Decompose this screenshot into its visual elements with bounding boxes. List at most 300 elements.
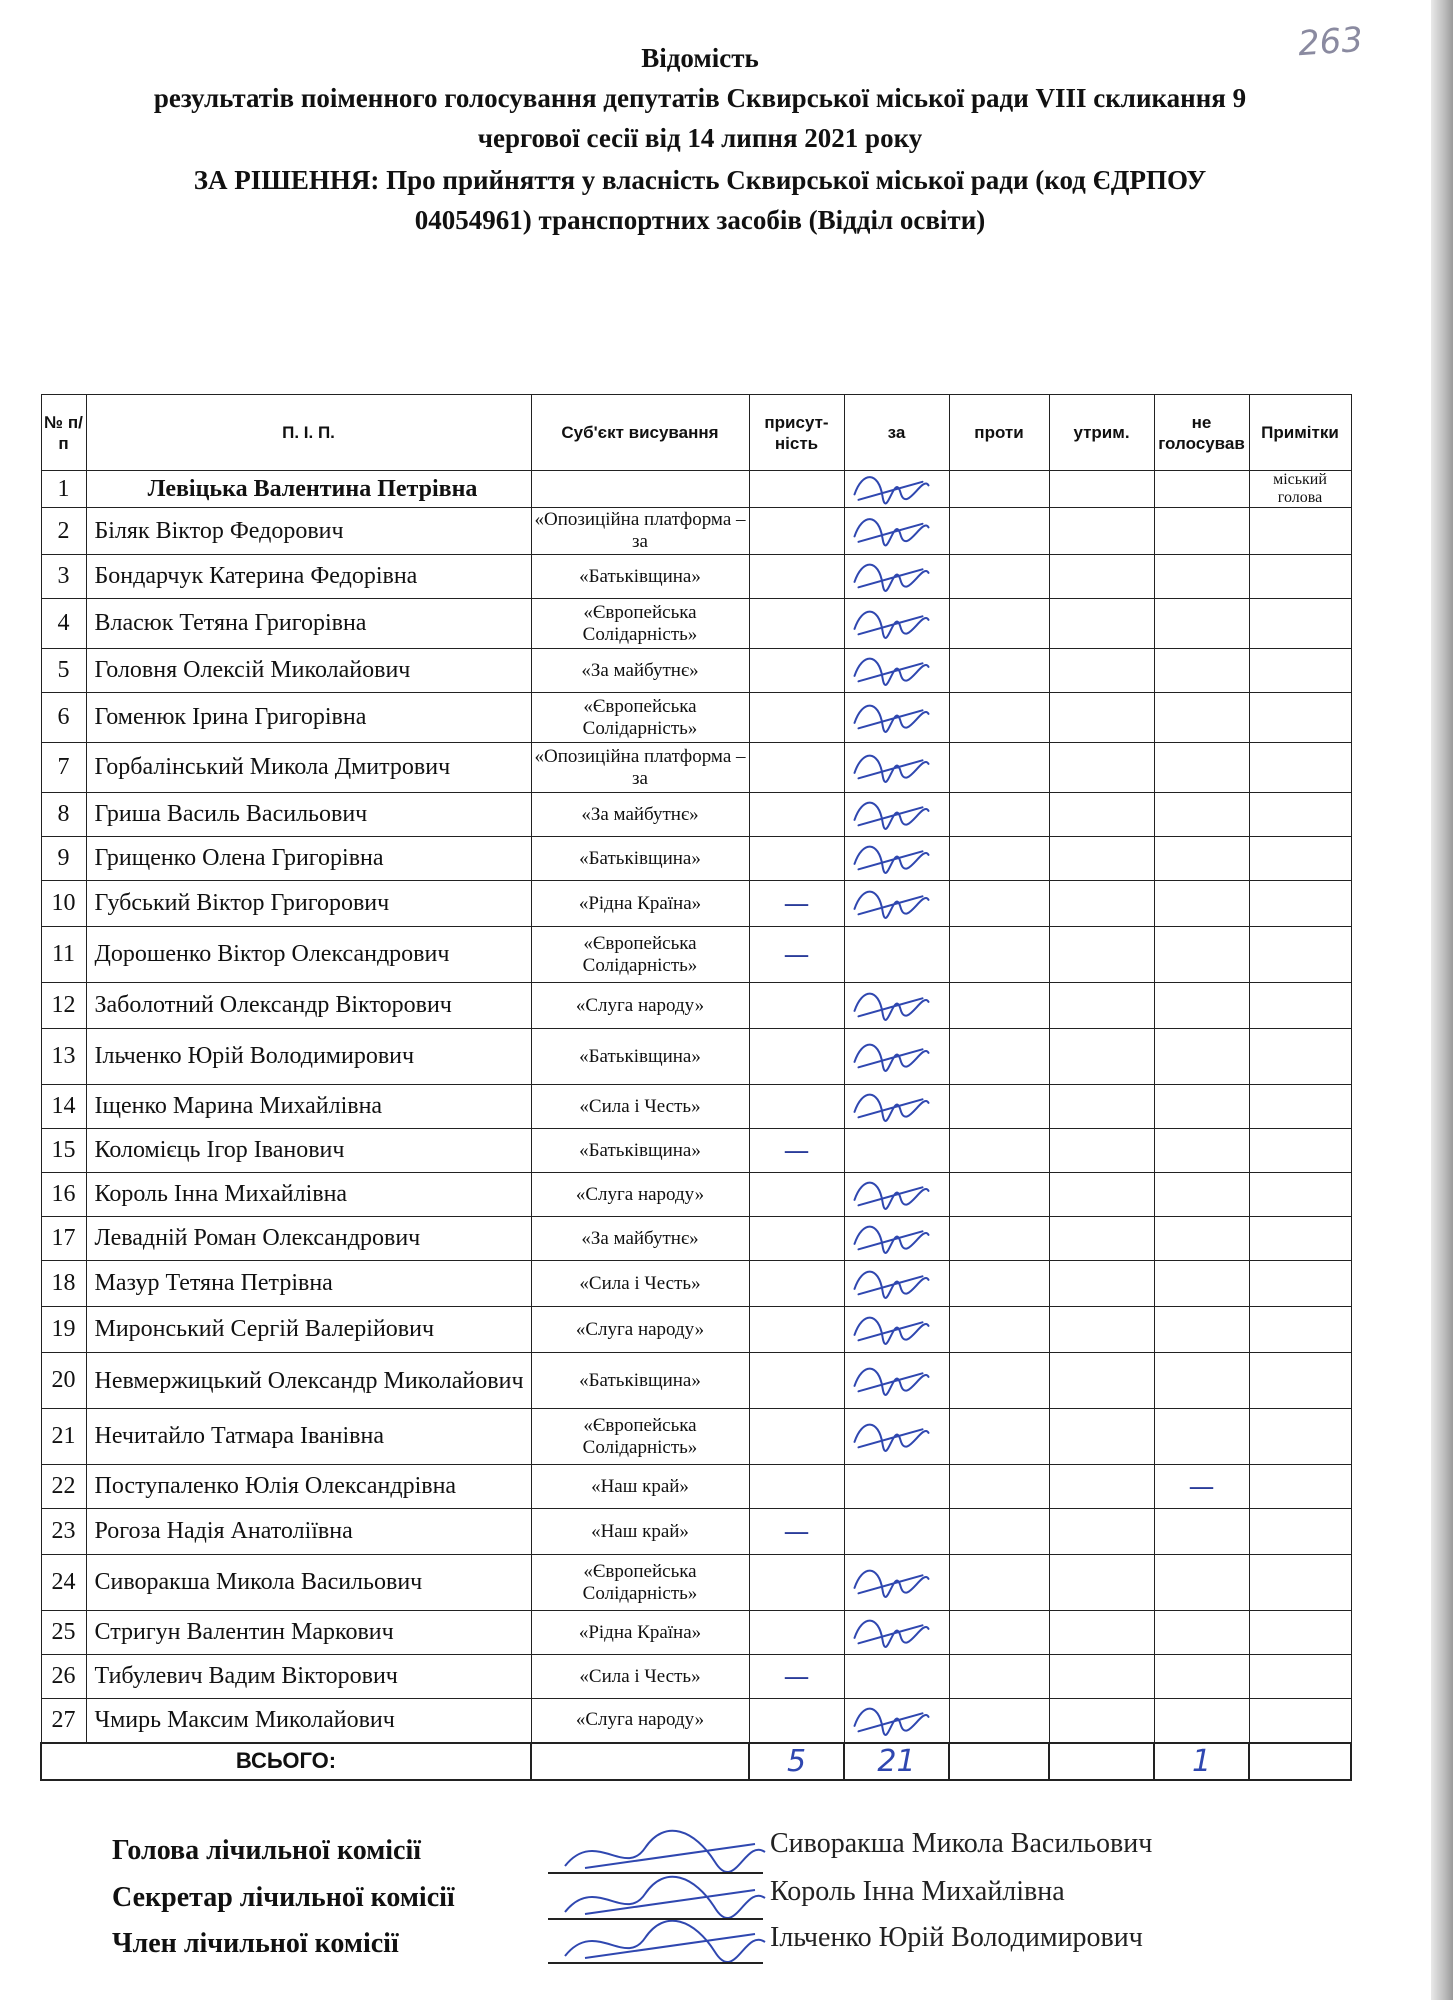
party-name: «Сила і Честь» [531, 1261, 749, 1307]
for-cell [844, 1353, 949, 1409]
present-mark [749, 1217, 844, 1261]
against-cell [949, 1217, 1049, 1261]
col-present: присут-ність [749, 395, 844, 471]
present-mark [749, 599, 844, 649]
row-number: 20 [41, 1353, 86, 1409]
abstain-cell [1049, 1353, 1154, 1409]
for-cell [844, 1655, 949, 1699]
deputy-name: Біляк Віктор Федорович [86, 508, 531, 555]
commission-signature [565, 1877, 765, 1918]
table-row [41, 881, 1351, 927]
table-row [41, 793, 1351, 837]
abstain-cell [1049, 1217, 1154, 1261]
table-row [41, 1465, 1351, 1509]
totals-note [1249, 1743, 1351, 1780]
against-cell [949, 649, 1049, 693]
row-number: 6 [41, 693, 86, 743]
note-cell [1249, 927, 1351, 983]
party-name: «Слуга народу» [531, 1307, 749, 1353]
deputy-name: Чмирь Максим Миколайович [86, 1699, 531, 1743]
for-cell [844, 1173, 949, 1217]
totals-party [531, 1743, 749, 1780]
deputy-name: Нечитайло Татмара Іванівна [86, 1409, 531, 1465]
not-voted-cell [1154, 1353, 1249, 1409]
against-cell [949, 1261, 1049, 1307]
for-cell [844, 599, 949, 649]
not-voted-cell [1154, 599, 1249, 649]
party-name: «Батьківщина» [531, 1129, 749, 1173]
deputy-name: Король Інна Михайлівна [86, 1173, 531, 1217]
note-cell [1249, 1129, 1351, 1173]
note-cell [1249, 1217, 1351, 1261]
party-name: «Слуга народу» [531, 1173, 749, 1217]
party-name: «Слуга народу» [531, 983, 749, 1029]
row-number: 7 [41, 743, 86, 793]
deputy-name: Рогоза Надія Анатоліївна [86, 1509, 531, 1555]
for-cell [844, 1465, 949, 1509]
present-mark [749, 471, 844, 508]
abstain-cell [1049, 1029, 1154, 1085]
against-cell [949, 881, 1049, 927]
header-line-2: результатів поіменного голосування депутатів Сквирської міської ради VIII скликання 9 [153, 83, 1247, 113]
against-cell [949, 471, 1049, 508]
not-voted-cell [1154, 1261, 1249, 1307]
col-for: за [844, 395, 949, 471]
note-cell [1249, 1307, 1351, 1353]
row-number: 3 [41, 555, 86, 599]
table-row [41, 1307, 1351, 1353]
note-cell [1249, 1555, 1351, 1611]
party-name: «Рідна Країна» [531, 1611, 749, 1655]
not-voted-cell [1154, 555, 1249, 599]
deputy-name: Бондарчук Катерина Федорівна [86, 555, 531, 599]
note-cell [1249, 793, 1351, 837]
against-cell [949, 1129, 1049, 1173]
for-cell [844, 1509, 949, 1555]
row-number: 8 [41, 793, 86, 837]
for-cell [844, 793, 949, 837]
table-row [41, 1029, 1351, 1085]
table-row [41, 1611, 1351, 1655]
abstain-cell [1049, 599, 1154, 649]
not-voted-cell [1154, 1509, 1249, 1555]
for-cell [844, 1085, 949, 1129]
against-cell [949, 1307, 1049, 1353]
abstain-cell [1049, 1465, 1154, 1509]
abstain-cell [1049, 471, 1154, 508]
party-name: «За майбутнє» [531, 1217, 749, 1261]
row-number: 13 [41, 1029, 86, 1085]
against-cell [949, 508, 1049, 555]
for-cell [844, 1699, 949, 1743]
deputy-name: Стригун Валентин Маркович [86, 1611, 531, 1655]
table-row [41, 1129, 1351, 1173]
not-voted-cell [1154, 471, 1249, 508]
not-voted-cell [1154, 1611, 1249, 1655]
deputy-name: Сиворакша Микола Васильович [86, 1555, 531, 1611]
present-mark [749, 983, 844, 1029]
table-row [41, 508, 1351, 555]
abstain-cell [1049, 1085, 1154, 1129]
row-number: 17 [41, 1217, 86, 1261]
note-cell [1249, 1655, 1351, 1699]
against-cell [949, 1085, 1049, 1129]
present-mark [749, 837, 844, 881]
present-mark [749, 793, 844, 837]
against-cell [949, 1465, 1049, 1509]
deputy-name: Губський Віктор Григорович [86, 881, 531, 927]
not-voted-cell: — [1154, 1465, 1249, 1509]
commission-secretary-name: Король Інна Михайлівна [770, 1876, 1065, 1907]
table-row [41, 743, 1351, 793]
header-line-3: чергової сесії від 14 липня 2021 року [477, 123, 923, 153]
table-row [41, 1409, 1351, 1465]
not-voted-cell [1154, 1029, 1249, 1085]
for-cell [844, 1217, 949, 1261]
table-row [41, 927, 1351, 983]
deputy-name: Поступаленко Юлія Олександрівна [86, 1465, 531, 1509]
note-cell [1249, 1261, 1351, 1307]
deputy-name: Власюк Тетяна Григорівна [86, 599, 531, 649]
not-voted-cell [1154, 983, 1249, 1029]
row-number: 11 [41, 927, 86, 983]
present-mark [749, 1261, 844, 1307]
note-cell [1249, 1465, 1351, 1509]
note-cell [1249, 1699, 1351, 1743]
row-number: 26 [41, 1655, 86, 1699]
against-cell [949, 793, 1049, 837]
abstain-cell [1049, 793, 1154, 837]
party-name: «Європейська Солідарність» [531, 927, 749, 983]
table-row [41, 1655, 1351, 1699]
against-cell [949, 1173, 1049, 1217]
not-voted-cell [1154, 1555, 1249, 1611]
abstain-cell [1049, 1555, 1154, 1611]
note-cell [1249, 649, 1351, 693]
present-mark: — [749, 927, 844, 983]
signature-line-head [548, 1872, 763, 1874]
page-number: 263 [1296, 19, 1365, 65]
present-mark: — [749, 881, 844, 927]
row-number: 24 [41, 1555, 86, 1611]
present-mark [749, 1029, 844, 1085]
against-cell [949, 927, 1049, 983]
note-cell [1249, 599, 1351, 649]
present-mark [749, 1173, 844, 1217]
totals-for: 21 [844, 1743, 949, 1780]
present-mark [749, 508, 844, 555]
present-mark [749, 743, 844, 793]
note-cell [1249, 508, 1351, 555]
note-cell [1249, 983, 1351, 1029]
for-cell [844, 1307, 949, 1353]
party-name: «Опозиційна платформа – за [531, 743, 749, 793]
col-abstain: утрим. [1049, 395, 1154, 471]
col-not-voted: не голосував [1154, 395, 1249, 471]
deputy-name: Гриша Василь Васильович [86, 793, 531, 837]
not-voted-cell [1154, 1217, 1249, 1261]
table-row [41, 1217, 1351, 1261]
against-cell [949, 983, 1049, 1029]
totals-against [949, 1743, 1049, 1780]
party-name: «Європейська Солідарність» [531, 1409, 749, 1465]
note-cell [1249, 1353, 1351, 1409]
party-name: «Наш край» [531, 1509, 749, 1555]
not-voted-cell [1154, 743, 1249, 793]
note-cell [1249, 1173, 1351, 1217]
decision-line-1: ЗА РІШЕННЯ: Про прийняття у власність Сквирської міської ради (код ЄДРПОУ [193, 165, 1207, 195]
table-row [41, 1085, 1351, 1129]
party-name: «Слуга народу» [531, 1699, 749, 1743]
against-cell [949, 693, 1049, 743]
party-name: «Наш край» [531, 1465, 749, 1509]
party-name: «Рідна Країна» [531, 881, 749, 927]
present-mark [749, 649, 844, 693]
note-cell [1249, 1085, 1351, 1129]
deputy-name: Ільченко Юрій Володимирович [86, 1029, 531, 1085]
row-number: 9 [41, 837, 86, 881]
abstain-cell [1049, 881, 1154, 927]
against-cell [949, 1409, 1049, 1465]
against-cell [949, 1555, 1049, 1611]
present-mark: — [749, 1129, 844, 1173]
totals-not-voted: 1 [1154, 1743, 1249, 1780]
party-name: «Батьківщина» [531, 555, 749, 599]
for-cell [844, 983, 949, 1029]
present-mark: — [749, 1509, 844, 1555]
totals-abstain [1049, 1743, 1154, 1780]
abstain-cell [1049, 927, 1154, 983]
for-cell [844, 927, 949, 983]
row-number: 19 [41, 1307, 86, 1353]
not-voted-cell [1154, 793, 1249, 837]
against-cell [949, 599, 1049, 649]
not-voted-cell [1154, 881, 1249, 927]
party-name [531, 471, 749, 508]
deputy-name: Миронський Сергій Валерійович [86, 1307, 531, 1353]
table-row [41, 471, 1351, 508]
party-name: «Батьківщина» [531, 1029, 749, 1085]
for-cell [844, 1029, 949, 1085]
row-number: 21 [41, 1409, 86, 1465]
table-row [41, 649, 1351, 693]
table-row [41, 555, 1351, 599]
row-number: 27 [41, 1699, 86, 1743]
row-number: 18 [41, 1261, 86, 1307]
row-number: 5 [41, 649, 86, 693]
scan-edge [1431, 0, 1453, 2000]
for-cell [844, 693, 949, 743]
for-cell [844, 1261, 949, 1307]
table-row [41, 1509, 1351, 1555]
deputy-name: Дорошенко Віктор Олександрович [86, 927, 531, 983]
party-name: «Європейська Солідарність» [531, 693, 749, 743]
party-name: «Європейська Солідарність» [531, 599, 749, 649]
abstain-cell [1049, 508, 1154, 555]
not-voted-cell [1154, 837, 1249, 881]
against-cell [949, 1611, 1049, 1655]
abstain-cell [1049, 1509, 1154, 1555]
not-voted-cell [1154, 1409, 1249, 1465]
for-cell [844, 1611, 949, 1655]
party-name: «Батьківщина» [531, 1353, 749, 1409]
col-name: П. І. П. [86, 395, 531, 471]
not-voted-cell [1154, 508, 1249, 555]
party-name: «Сила і Честь» [531, 1085, 749, 1129]
table-row [41, 837, 1351, 881]
table-header-row [41, 395, 1351, 471]
totals-present: 5 [749, 1743, 844, 1780]
deputy-name: Коломієць Ігор Іванович [86, 1129, 531, 1173]
abstain-cell [1049, 649, 1154, 693]
not-voted-cell [1154, 1307, 1249, 1353]
not-voted-cell [1154, 1085, 1249, 1129]
note-cell [1249, 693, 1351, 743]
commission-member-label: Член лічильної комісії [112, 1928, 399, 1959]
present-mark [749, 1699, 844, 1743]
abstain-cell [1049, 1699, 1154, 1743]
table-row [41, 1353, 1351, 1409]
deputy-name: Іщенко Марина Михайлівна [86, 1085, 531, 1129]
present-mark [749, 1085, 844, 1129]
against-cell [949, 1655, 1049, 1699]
abstain-cell [1049, 1409, 1154, 1465]
row-number: 16 [41, 1173, 86, 1217]
row-number: 10 [41, 881, 86, 927]
for-cell [844, 471, 949, 508]
deputy-name: Горбалінський Микола Дмитрович [86, 743, 531, 793]
col-num: № п/п [41, 395, 86, 471]
present-mark [749, 555, 844, 599]
decision-line-2: 04054961) транспортних засобів (Відділ освіти) [414, 205, 986, 235]
for-cell [844, 555, 949, 599]
col-note: Примітки [1249, 395, 1351, 471]
for-cell [844, 508, 949, 555]
table-row [41, 1699, 1351, 1743]
for-cell [844, 837, 949, 881]
table-row [41, 599, 1351, 649]
present-mark [749, 1555, 844, 1611]
against-cell [949, 555, 1049, 599]
deputy-name: Тибулевич Вадим Вікторович [86, 1655, 531, 1699]
row-number: 12 [41, 983, 86, 1029]
abstain-cell [1049, 1307, 1154, 1353]
row-number: 25 [41, 1611, 86, 1655]
deputy-name: Мазур Тетяна Петрівна [86, 1261, 531, 1307]
note-cell [1249, 1029, 1351, 1085]
row-number: 1 [41, 471, 86, 508]
row-number: 2 [41, 508, 86, 555]
deputy-name: Левадній Роман Олександрович [86, 1217, 531, 1261]
for-cell [844, 743, 949, 793]
against-cell [949, 1353, 1049, 1409]
note-cell [1249, 743, 1351, 793]
commission-member-name: Ільченко Юрій Володимирович [770, 1922, 1143, 1953]
deputy-name: Грищенко Олена Григорівна [86, 837, 531, 881]
vote-table [40, 394, 1352, 1781]
abstain-cell [1049, 743, 1154, 793]
note-cell [1249, 1409, 1351, 1465]
for-cell [844, 649, 949, 693]
commission-head-name: Сиворакша Микола Васильович [770, 1828, 1153, 1859]
party-name: «Батьківщина» [531, 837, 749, 881]
row-number: 15 [41, 1129, 86, 1173]
present-mark [749, 1465, 844, 1509]
present-mark [749, 1611, 844, 1655]
note-cell [1249, 1509, 1351, 1555]
row-number: 22 [41, 1465, 86, 1509]
deputy-name: Левіцька Валентина Петрівна [86, 471, 531, 508]
row-number: 23 [41, 1509, 86, 1555]
not-voted-cell [1154, 927, 1249, 983]
party-name: «За майбутнє» [531, 793, 749, 837]
against-cell [949, 837, 1049, 881]
note-cell: міський голова [1249, 471, 1351, 508]
row-number: 4 [41, 599, 86, 649]
party-name: «Сила і Честь» [531, 1655, 749, 1699]
totals-row [41, 1743, 1351, 1780]
col-against: проти [949, 395, 1049, 471]
abstain-cell [1049, 1173, 1154, 1217]
not-voted-cell [1154, 1655, 1249, 1699]
totals-label: ВСЬОГО: [41, 1743, 531, 1780]
for-cell [844, 1555, 949, 1611]
abstain-cell [1049, 837, 1154, 881]
signature-line-secretary [548, 1918, 763, 1920]
for-cell [844, 1409, 949, 1465]
not-voted-cell [1154, 1129, 1249, 1173]
signature-line-member [548, 1962, 763, 1964]
party-name: «Європейська Солідарність» [531, 1555, 749, 1611]
present-mark [749, 1307, 844, 1353]
table-row [41, 983, 1351, 1029]
against-cell [949, 1029, 1049, 1085]
present-mark [749, 1409, 844, 1465]
table-row [41, 1173, 1351, 1217]
abstain-cell [1049, 1261, 1154, 1307]
party-name: «За майбутнє» [531, 649, 749, 693]
note-cell [1249, 881, 1351, 927]
abstain-cell [1049, 983, 1154, 1029]
abstain-cell [1049, 1611, 1154, 1655]
row-number: 14 [41, 1085, 86, 1129]
abstain-cell [1049, 693, 1154, 743]
table-row [41, 1261, 1351, 1307]
col-party: Суб'єкт висування [531, 395, 749, 471]
commission-secretary-label: Секретар лічильної комісії [112, 1882, 455, 1913]
abstain-cell [1049, 1129, 1154, 1173]
deputy-name: Невмержицький Олександр Миколайович [86, 1353, 531, 1409]
party-name: «Опозиційна платформа – за [531, 508, 749, 555]
not-voted-cell [1154, 1699, 1249, 1743]
table-row [41, 693, 1351, 743]
against-cell [949, 743, 1049, 793]
note-cell [1249, 555, 1351, 599]
commission-signature [565, 1831, 765, 1872]
for-cell [844, 1129, 949, 1173]
commission-head-label: Голова лічильної комісії [112, 1835, 422, 1866]
commission-signature [565, 1921, 765, 1962]
against-cell [949, 1699, 1049, 1743]
not-voted-cell [1154, 693, 1249, 743]
not-voted-cell [1154, 1173, 1249, 1217]
against-cell [949, 1509, 1049, 1555]
abstain-cell [1049, 555, 1154, 599]
present-mark [749, 1353, 844, 1409]
deputy-name: Гоменюк Ірина Григорівна [86, 693, 531, 743]
deputy-name: Головня Олексій Миколайович [86, 649, 531, 693]
for-cell [844, 881, 949, 927]
